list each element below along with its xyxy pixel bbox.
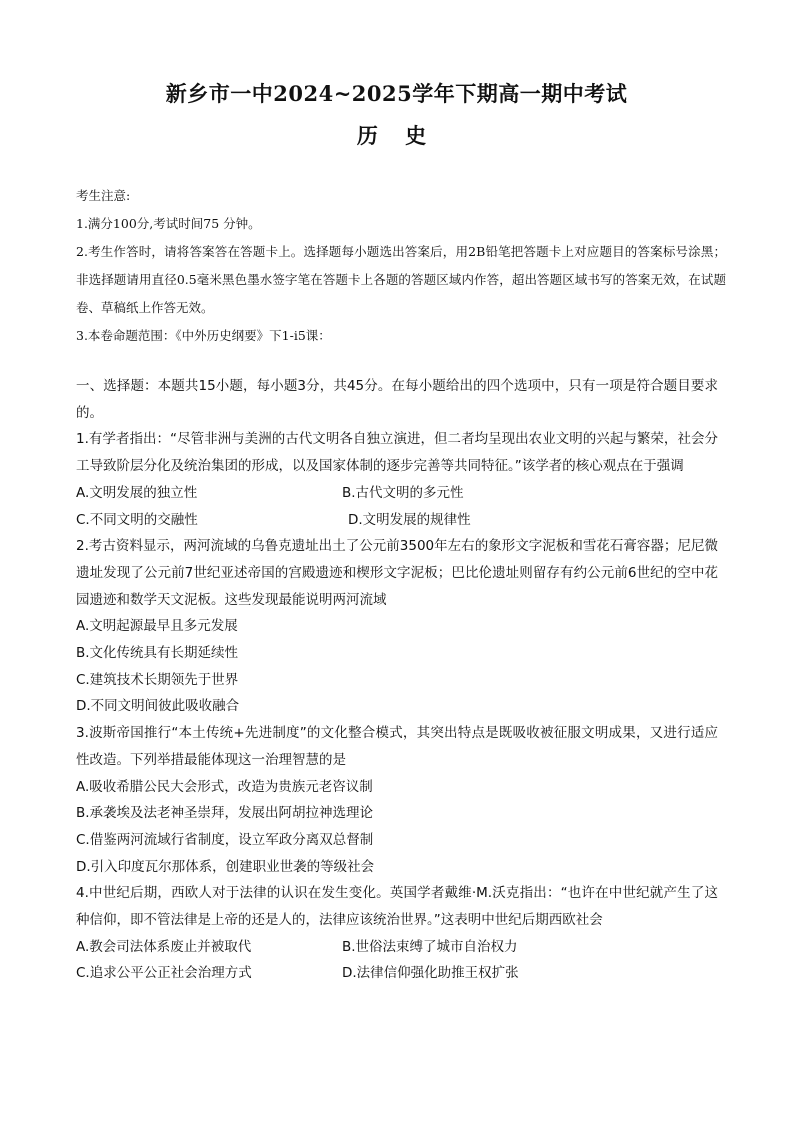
question-3-stem: 3.波斯帝国推行“本土传统+先进制度”的文化整合模式，其突出特点是既吸收被征服文明成果，又进行适应性改造。下列举措最能体现这一治理智慧的是 [76, 725, 718, 768]
question-1-option-b: B.古代文明的多元性 [342, 484, 464, 501]
question-1-options-row-2 [76, 507, 718, 534]
question-2-option-d: D.不同文明间彼此吸收融合 [76, 698, 240, 715]
exam-notice [76, 182, 726, 350]
question-2-option-b: B.文化传统具有长期延续性 [76, 645, 239, 662]
question-3-option-a: A.吸收希腊公民大会形式，改造为贵族元老咨议制 [76, 778, 373, 795]
question-2-option-c: C.建筑技术长期领先于世界 [76, 671, 239, 688]
question-2-option-a: A.文明起源最早且多元发展 [76, 618, 238, 635]
question-4-option-c: C.追求公平公正社会治理方式 [76, 965, 252, 982]
question-2-stem: 2.考古资料显示，两河流域的乌鲁克遗址出土了公元前3500年左右的象形文字泥板和雪花石膏容器；尼尼微遗址发现了公元前7世纪亚述帝国的宫殿遗迹和楔形文字泥板；巴比伦遗址则留存有约公元前6世纪的空中花园遗迹和数学天文泥板。这些发现最能说明两河流域 [76, 538, 718, 608]
question-1-option-d: D.文明发展的规律性 [348, 511, 471, 528]
question-3-option-d: D.引入印度瓦尔那体系，创建职业世袭的等级社会 [76, 858, 375, 875]
question-4-option-a: A.教会司法体系废止并被取代 [76, 938, 252, 955]
question-body [76, 373, 718, 987]
question-1-option-a: A.文明发展的独立性 [76, 484, 198, 501]
question-4-option-b: B.世俗法束缚了城市自治权力 [342, 938, 518, 955]
question-4-options-row-1 [76, 934, 718, 961]
question-1-options-row-1 [76, 480, 718, 507]
question-3-option-b: B.承袭埃及法老神圣崇拜，发展出阿胡拉神选理论 [76, 805, 374, 822]
question-4-stem: 4.中世纪后期，西欧人对于法律的认识在发生变化。英国学者戴维·M.沃克指出：“也许在中世纪就产生了这种信仰，即不管法律是上帝的还是人的，法律应该统治世界。”这表明中世纪后期西欧社会 [76, 885, 718, 929]
section-heading: 一、选择题：本题共15小题，每小题3分，共45分。在每小题给出的四个选项中，只有一项是符合题目要求的。 [76, 378, 718, 421]
notice-heading: 考生注意: [76, 188, 131, 203]
notice-item-1: 1.满分100分,考试时间75 分钟。 [76, 216, 261, 231]
question-4-options-row-2 [76, 960, 718, 987]
question-3-option-c: C.借鉴两河流域行省制度，设立军政分离双总督制 [76, 831, 374, 848]
notice-item-3: 3.本卷命题范围：《中外历史纲要》下1-i5课： [76, 328, 331, 343]
subject-title: 历 史 [356, 123, 437, 148]
question-4-option-d: D.法律信仰强化助推王权扩张 [342, 965, 519, 982]
notice-item-2: 2.考生作答时，请将答案答在答题卡上。选择题每小题选出答案后，用2B铅笔把答题卡上对应题目的答案标号涂黑；非选择题请用直径0.5毫米黑色墨水签字笔在答题卡上各题的答题区域内作答，超出答题区域书写的答案无效，在试题卷、草稿纸上作答无效。 [76, 244, 726, 315]
question-1-option-c: C.不同文明的交融性 [76, 511, 198, 528]
exam-title: 新乡市一中2024~2025学年下期高一期中考试 [165, 81, 628, 106]
question-1-stem: 1.有学者指出：“尽管非洲与美洲的古代文明各自独立演进，但二者均呈现出农业文明的兴起与繁荣，社会分工导致阶层分化及统治集团的形成，以及国家体制的逐步完善等共同特征。”该学者的核心观点在于强调 [76, 431, 718, 475]
